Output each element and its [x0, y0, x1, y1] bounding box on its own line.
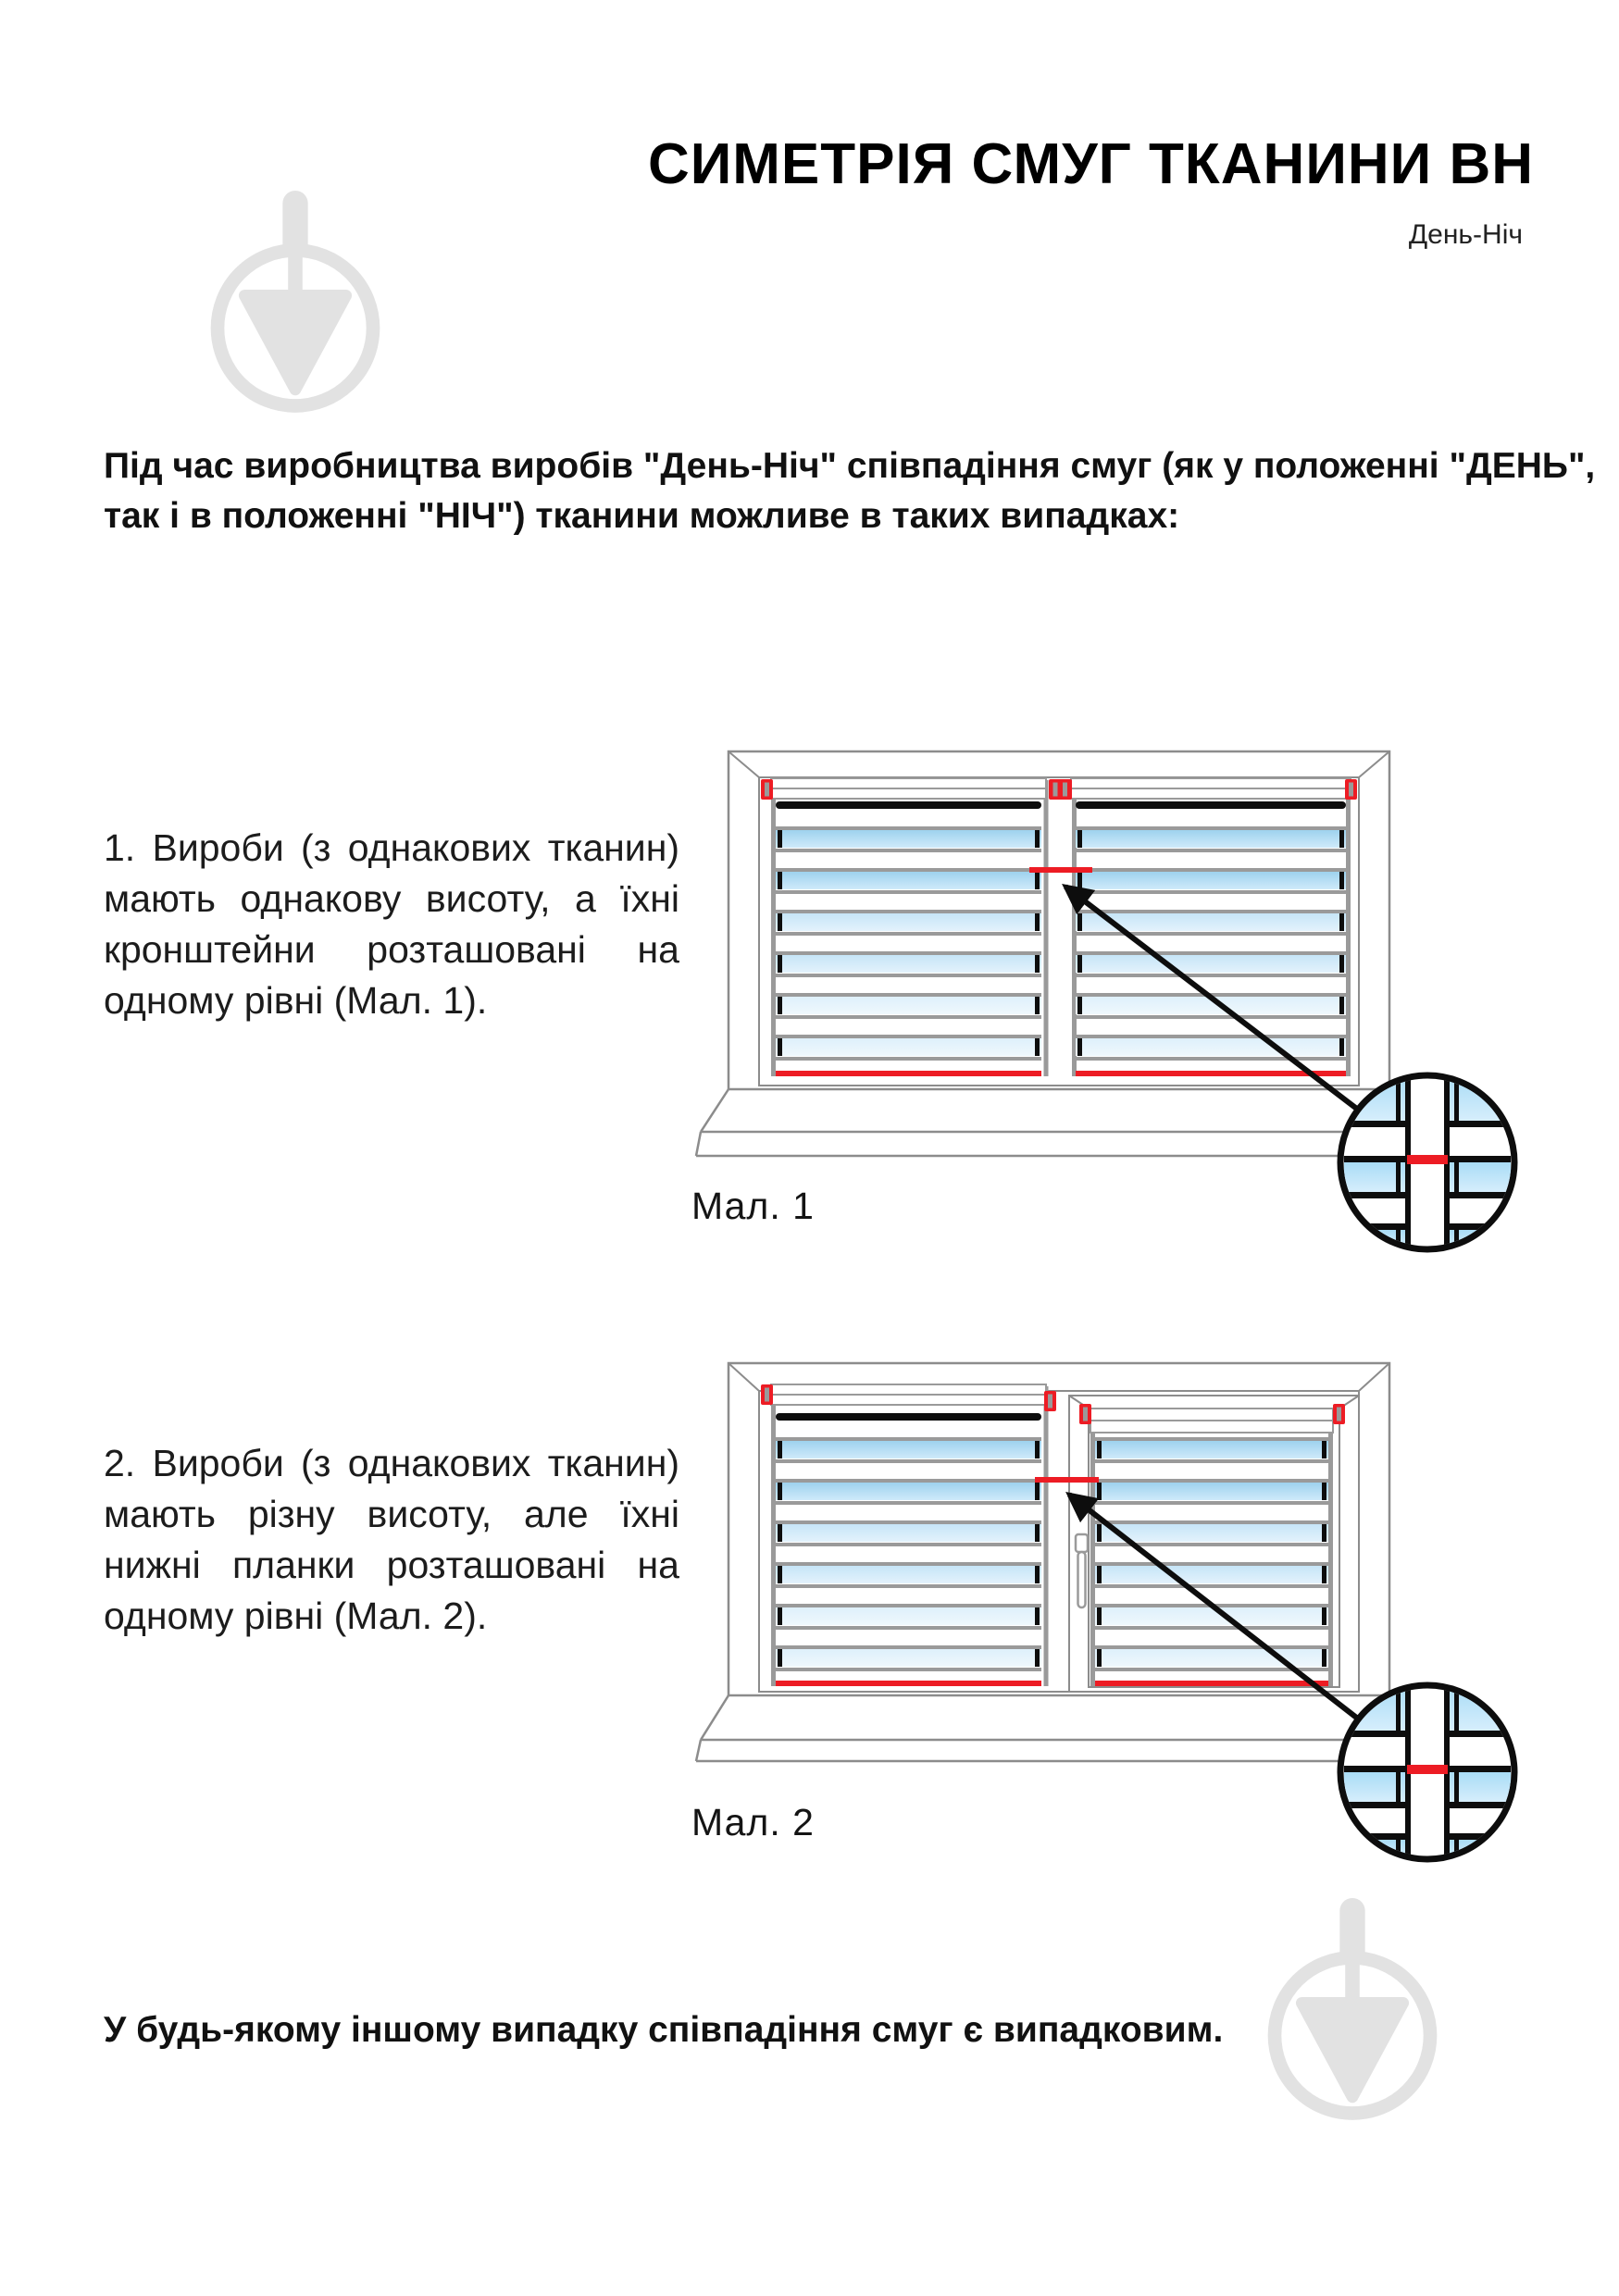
case-2-line: одному рівні (Мал. 2).: [104, 1595, 488, 1637]
bracket-icon: [1333, 1404, 1345, 1424]
brand-watermark-icon: [194, 191, 396, 426]
bracket-icon: [761, 779, 773, 800]
page-subtitle: День-Ніч: [1408, 219, 1523, 250]
case-1-line: мають однакову висоту, а їхні: [104, 877, 679, 920]
figure-1-caption: Мал. 1: [691, 1185, 815, 1227]
page-title: СИМЕТРІЯ СМУГ ТКАНИНИ ВН: [647, 132, 1534, 196]
intro-paragraph: [104, 441, 1596, 541]
case-2-text: [104, 1438, 679, 1642]
case-1-text: [104, 823, 679, 1026]
window-handle-icon: [1076, 1534, 1088, 1607]
case-1-line: кронштейни розташовані на: [104, 928, 679, 971]
bracket-icon: [1345, 779, 1357, 800]
intro-line: Під час виробництва виробів "День-Ніч" співпадіння смуг (як у положенні "ДЕНЬ",: [104, 446, 1596, 486]
bottom-bar-red-left: [776, 1681, 1041, 1686]
bracket-icon: [761, 1384, 773, 1405]
magnifier-detail-icon: [1340, 1685, 1514, 1859]
case-2-line: нижні планки розташовані на: [104, 1544, 679, 1586]
stripe-alignment-red-line: [1029, 867, 1092, 873]
intro-line: так і в положенні "НІЧ") тканини можливе в таких випадках:: [104, 496, 1180, 536]
bottom-bar-red-right: [1095, 1681, 1328, 1686]
figure-2-window-illustration: [690, 1347, 1523, 1883]
case-2-line: мають різну висоту, але їхні: [104, 1493, 679, 1535]
case-2-line: 2. Вироби (з однакових тканин): [104, 1442, 679, 1484]
stripe-alignment-red-line: [1035, 1477, 1099, 1483]
case-1-line: одному рівні (Мал. 1).: [104, 979, 488, 1022]
bracket-pair-icon: [1049, 779, 1072, 800]
bracket-icon: [1079, 1404, 1091, 1424]
bracket-icon: [1044, 1391, 1056, 1411]
figure-2-caption: Мал. 2: [691, 1801, 815, 1843]
case-1-line: 1. Вироби (з однакових тканин): [104, 826, 679, 869]
bottom-bar-red-left: [776, 1071, 1041, 1076]
figure-1-window-illustration: [690, 731, 1523, 1259]
conclusion-text: У будь-якому іншому випадку співпадіння смуг є випадковим.: [104, 2010, 1224, 2050]
magnifier-detail-icon: [1340, 1075, 1514, 1249]
